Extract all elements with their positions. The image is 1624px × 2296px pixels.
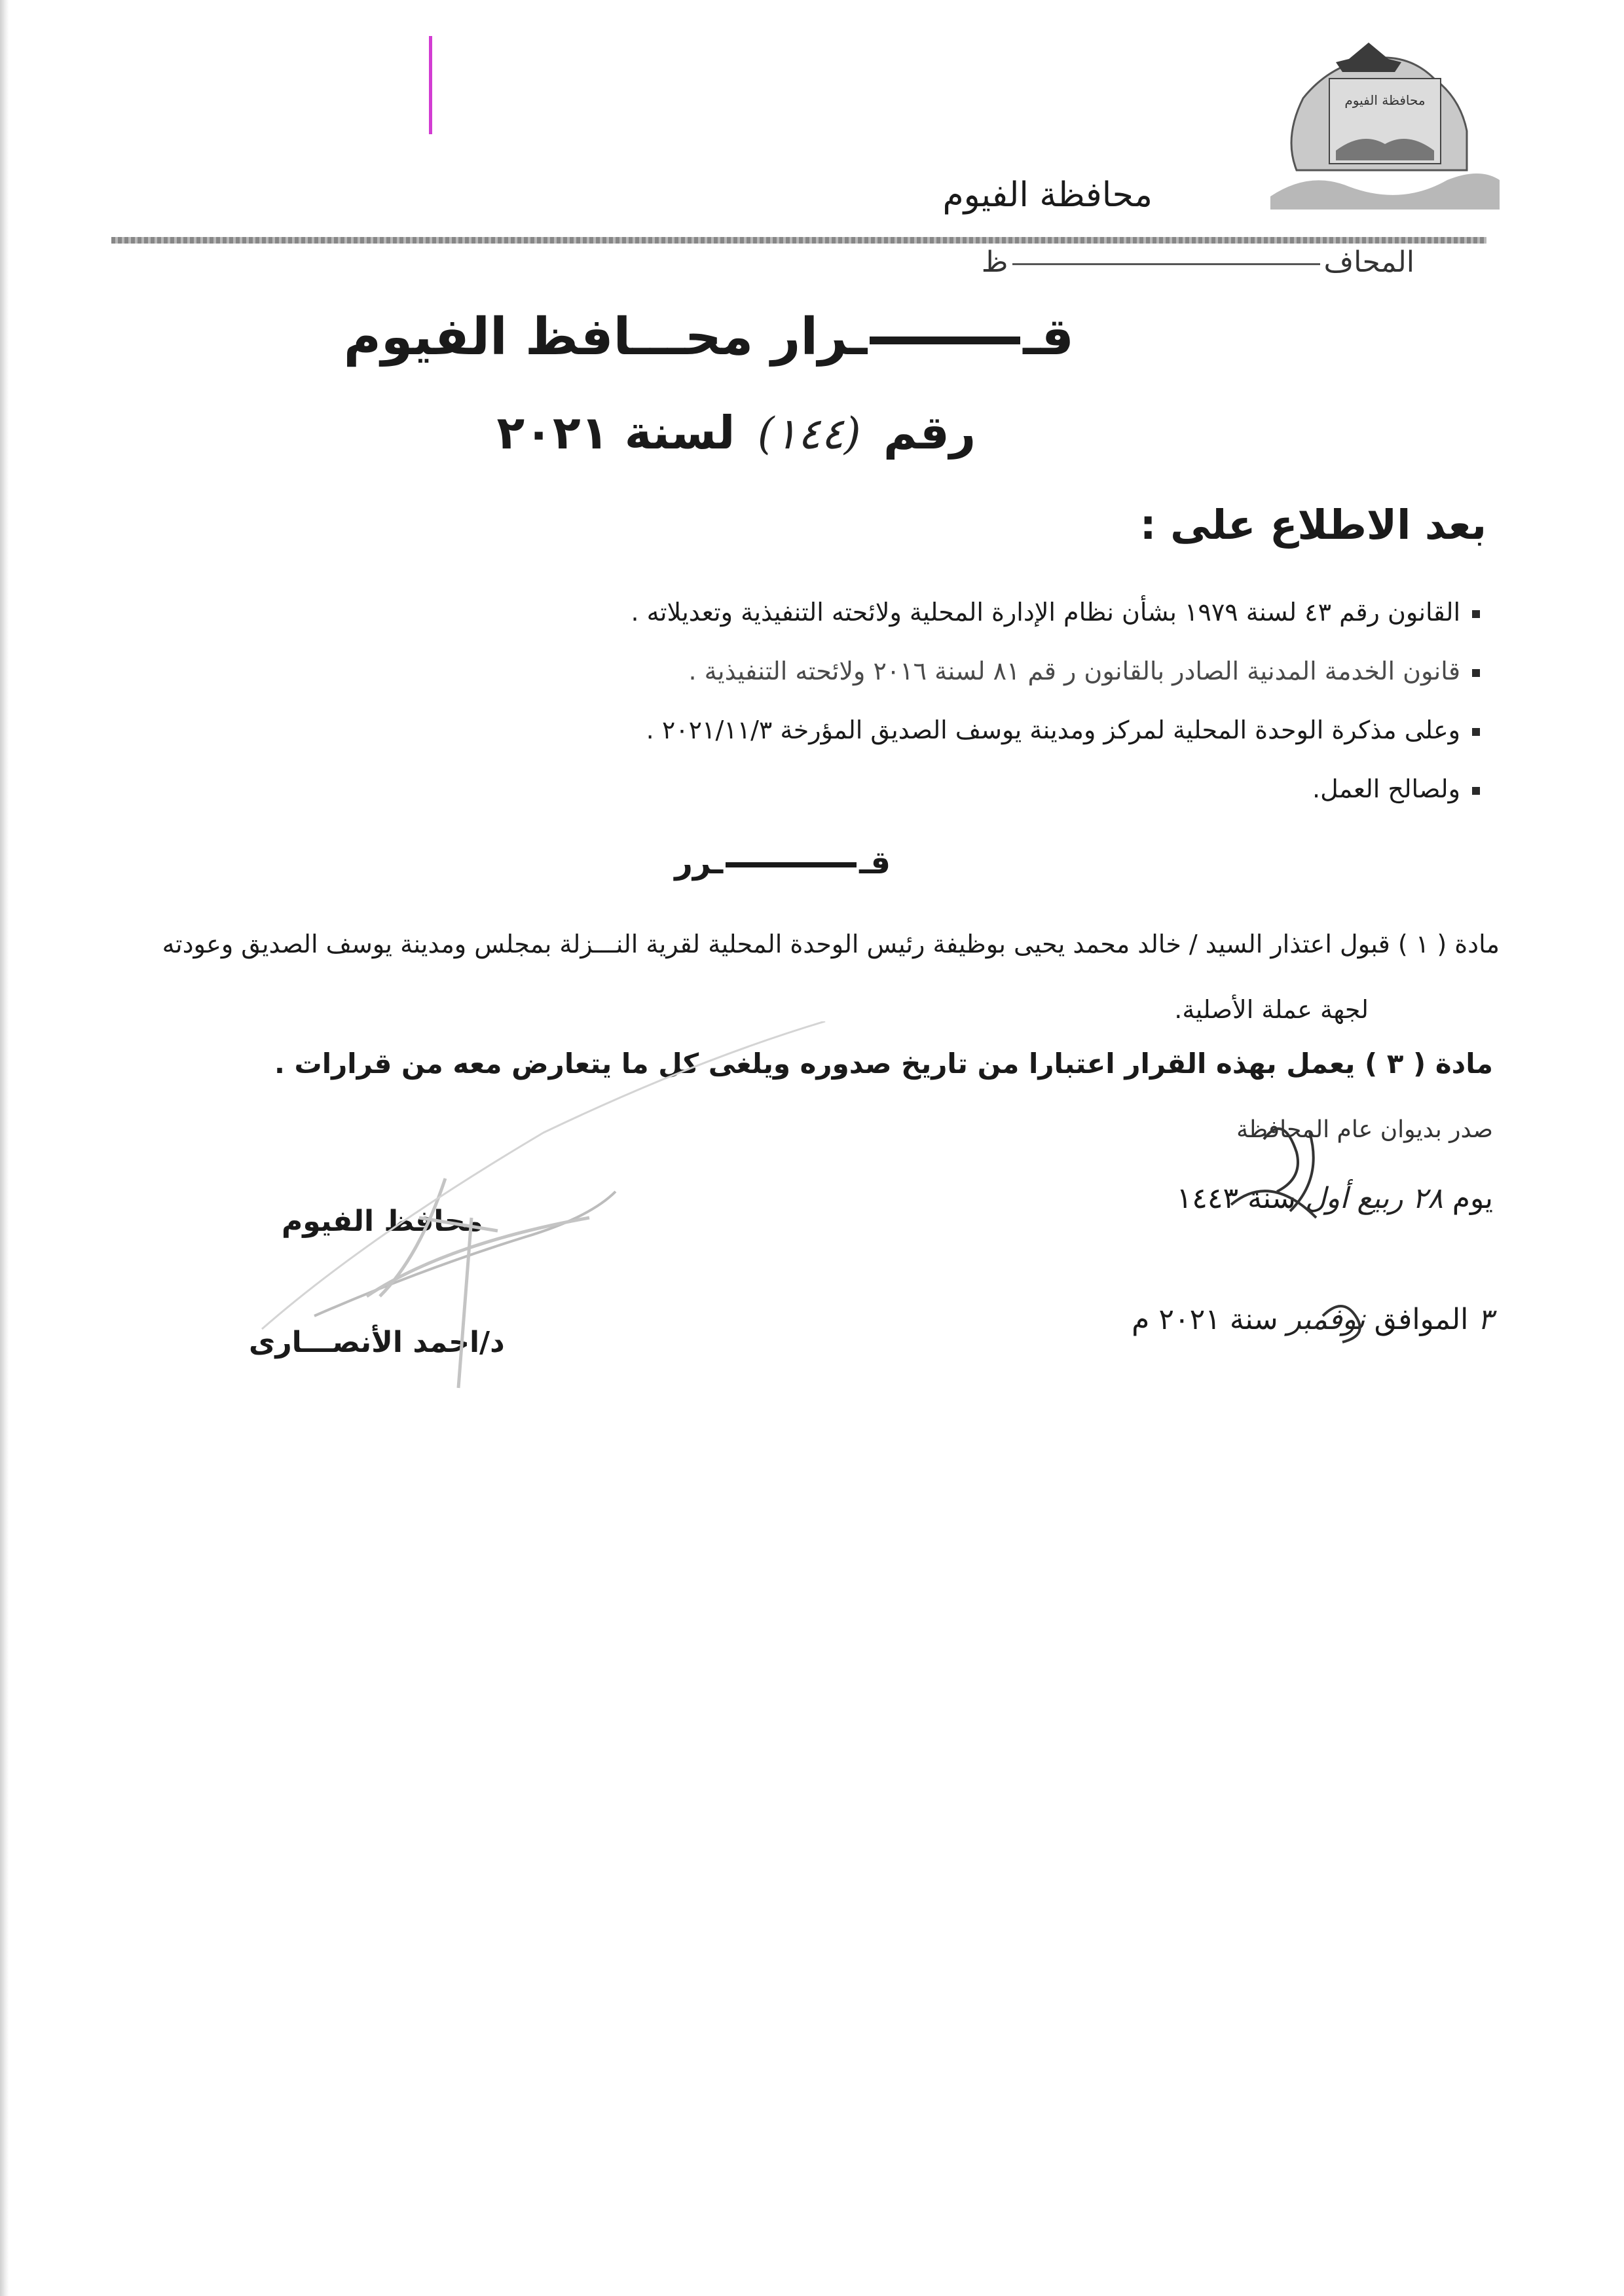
decree-title-start: قـ: [1023, 308, 1074, 367]
hijri-date: [1177, 1182, 1493, 1215]
day-label: يوم: [1452, 1182, 1493, 1215]
decree-title: [344, 308, 1074, 367]
preamble-heading: بعد الاطلاع على :: [1139, 501, 1486, 549]
office-tatweel: [1012, 263, 1320, 265]
preamble-clauses: [631, 592, 1480, 828]
clause-text: ولصالح العمل.: [1312, 774, 1460, 803]
article-1-line-2: لجهة عملة الأصلية.: [1174, 995, 1369, 1024]
bullet-icon: [1472, 787, 1480, 795]
governorate-emblem: [1270, 39, 1500, 210]
clause-text: القانون رقم ٤٣ لسنة ١٩٧٩ بشأن نظام الإدارة المحلية ولائحته التنفيذية وتعديلاته .: [631, 598, 1460, 627]
year-label: لسنة ٢٠٢١: [496, 406, 735, 460]
scan-marker-line: [429, 36, 432, 134]
corr-label: الموافق: [1374, 1303, 1469, 1336]
hijri-year: سنة ١٤٤٣: [1176, 1182, 1296, 1215]
decree-number: [497, 406, 976, 460]
clause-item: [631, 651, 1480, 710]
clause-item: [631, 769, 1480, 828]
header-rule: [111, 237, 1486, 244]
article-3: مادة ( ٣ ) يعمل بهذه القرار اعتبارا من تاريخ صدوره ويلغى كل ما يتعارض معه من قرارات .: [274, 1048, 1493, 1080]
issued-at: صدر بديوان عام المحافظة: [1236, 1116, 1493, 1143]
clause-item: [631, 710, 1480, 769]
emblem-text: محافظة الفيوم: [1344, 92, 1426, 108]
decision-heading-start: قـ: [859, 845, 891, 881]
hijri-day-hand: ٢٨: [1412, 1182, 1443, 1215]
clause-text: وعلى مذكرة الوحدة المحلية لمركز ومدينة يوسف الصديق المؤرخة ٢٠٢١/١١/٣ .: [646, 716, 1460, 744]
office-suffix: ظ: [981, 246, 1008, 279]
clause-text: قانون الخدمة المدنية الصادر بالقانون ر قم ٨١ لسنة ٢٠١٦ ولائحته التنفيذية .: [688, 657, 1460, 685]
title-tatweel: [870, 337, 1020, 344]
governorate-name: محافظة الفيوم: [942, 175, 1153, 215]
hijri-month-hand: ربيع أول: [1304, 1182, 1403, 1215]
decision-tatweel: [726, 862, 857, 867]
decree-title-end: ـرار محـــافظ الفيوم: [343, 308, 868, 367]
bullet-icon: [1472, 728, 1480, 736]
corr-day-hand: ٣: [1477, 1303, 1493, 1336]
signature-name: د/احمد الأنصـــارى: [249, 1326, 505, 1359]
clause-item: [631, 592, 1480, 651]
decision-heading: [674, 845, 891, 881]
signature-title: محافظ الفيوم: [282, 1205, 483, 1238]
bullet-icon: [1472, 610, 1480, 618]
handwritten-number: (١٤٤): [757, 409, 861, 459]
corr-month-hand: نوفمبر: [1287, 1303, 1365, 1336]
corr-year: سنة ٢٠٢١ م: [1132, 1303, 1278, 1336]
decision-heading-end: ـرر: [674, 845, 724, 881]
office-label: [982, 246, 1414, 279]
number-label: رقم: [883, 406, 976, 460]
article-1-line-1: مادة ( ١ ) قبول اعتذار السيد / خالد محمد يحيى بوظيفة رئيس الوحدة المحلية لقرية النـــزلة بمجلس ومدينة يوسف الصديق وعودته: [162, 930, 1500, 958]
office-prefix: المحاف: [1323, 246, 1414, 279]
gregorian-date: [1132, 1303, 1493, 1336]
scan-edge: [0, 0, 9, 2296]
bullet-icon: [1472, 669, 1480, 677]
